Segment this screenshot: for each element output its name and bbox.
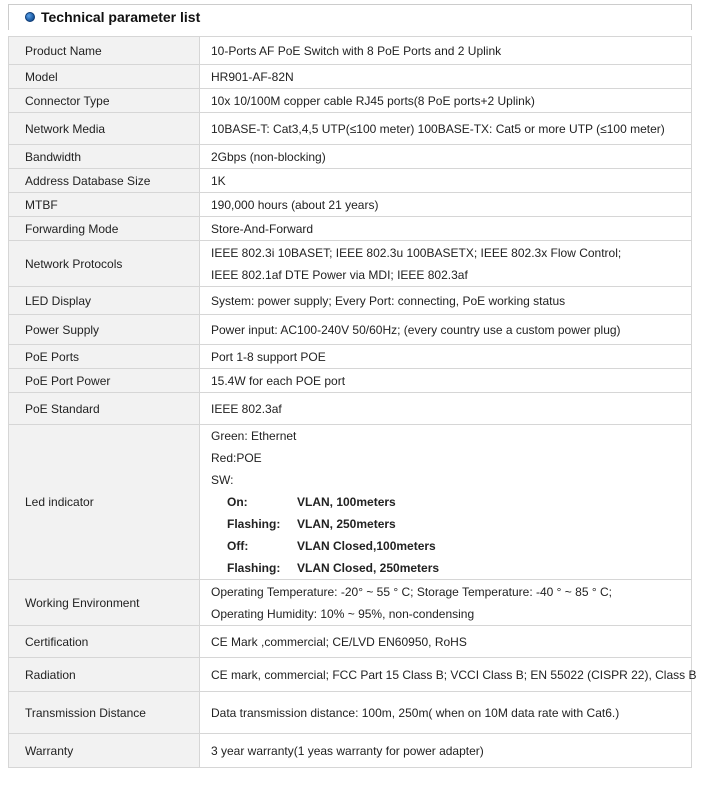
param-label: Model [9,65,200,89]
param-label: PoE Standard [9,393,200,425]
value-line: System: power supply; Every Port: connecting, PoE working status [211,293,566,308]
value-line: IEEE 802.1af DTE Power via MDI; IEEE 802.3af [211,267,468,282]
bullet-icon [25,12,35,22]
param-label: Transmission Distance [9,692,200,734]
param-value [200,626,692,658]
value-line: IEEE 802.3i 10BASET; IEEE 802.3u 100BASETX; IEEE 802.3x Flow Control; [211,245,622,260]
sw-mode-key: Off: [227,539,249,553]
value-line: Store-And-Forward [211,221,314,236]
table-row [9,217,692,241]
param-label: Network Protocols [9,241,200,287]
sw-mode-value: VLAN Closed, 250meters [297,561,440,575]
param-label: Power Supply [9,315,200,345]
param-label: MTBF [9,193,200,217]
param-label: Address Database Size [9,169,200,193]
param-value [200,287,692,315]
sw-mode-value: VLAN, 250meters [297,517,396,531]
value-line: 3 year warranty(1 yeas warranty for power adapter) [211,743,484,758]
value-line: 10-Ports AF PoE Switch with 8 PoE Ports and 2 Uplink [211,43,502,58]
param-value [200,65,692,89]
param-value [200,393,692,425]
value-line: SW: [211,473,234,487]
param-label: Network Media [9,113,200,145]
value-line: HR901-AF-82N [211,69,294,84]
param-label: Radiation [9,658,200,692]
section-title: Technical parameter list [41,9,201,25]
table-row [9,241,692,287]
sw-mode-value: VLAN Closed,100meters [297,539,436,553]
sw-mode-row [211,491,691,513]
value-line: 1K [211,173,226,188]
value-line: Red:POE [211,451,262,465]
param-value [200,658,697,692]
value-line: CE mark, commercial; FCC Part 15 Class B; VCCI Class B; EN 55022 (CISPR 22), Class B [211,667,697,682]
table-row [9,145,692,169]
param-value [200,369,692,393]
param-value [200,217,692,241]
sw-mode-row [211,513,691,535]
table-row [9,169,692,193]
table-row [9,734,692,768]
table-row [9,393,692,425]
table-row [9,580,692,626]
table-row [9,692,692,734]
param-value [200,425,692,580]
value-line: 190,000 hours (about 21 years) [211,197,379,212]
param-label: Certification [9,626,200,658]
param-value [200,734,692,768]
sw-mode-value: VLAN, 100meters [297,495,396,509]
value-line: Operating Temperature: -20° ~ 55 ° C; Storage Temperature: -40 ° ~ 85 ° C; [211,584,612,599]
table-row [9,65,692,89]
param-label: Connector Type [9,89,200,113]
param-value [200,315,692,345]
param-value [200,580,692,626]
param-label: Forwarding Mode [9,217,200,241]
param-label: LED Display [9,287,200,315]
param-label: Product Name [9,37,200,65]
sw-mode-key: Flashing: [227,517,281,531]
param-label: Working Environment [9,580,200,626]
param-value [200,37,692,65]
sw-mode-key: Flashing: [227,561,281,575]
param-value [200,169,692,193]
table-row [9,113,692,145]
value-line: Data transmission distance: 100m, 250m( when on 10M data rate with Cat6.) [211,705,620,720]
table-row [9,345,692,369]
param-value [200,345,692,369]
value-line: 15.4W for each POE port [211,373,346,388]
section-header [8,4,692,30]
table-row [9,193,692,217]
table-row [9,626,692,658]
table-row [9,37,692,65]
parameter-table [8,36,697,768]
value-line: 10BASE-T: Cat3,4,5 UTP(≤100 meter) 100BASE-TX: Cat5 or more UTP (≤100 meter) [211,121,665,136]
value-line: IEEE 802.3af [211,401,282,416]
param-value [200,241,692,287]
table-row [9,287,692,315]
param-value [200,692,692,734]
value-line: 10x 10/100M copper cable RJ45 ports(8 PoE ports+2 Uplink) [211,93,535,108]
table-row [9,425,692,580]
value-line: CE Mark ,commercial; CE/LVD EN60950, RoHS [211,634,467,649]
sw-mode-key: On: [227,495,248,509]
table-row [9,89,692,113]
param-value [200,145,692,169]
param-value [200,113,692,145]
value-line: 2Gbps (non-blocking) [211,149,326,164]
value-line: Operating Humidity: 10% ~ 95%, non-condensing [211,606,475,621]
param-label: Led indicator [9,425,200,580]
param-label: PoE Ports [9,345,200,369]
sw-mode-row [211,535,691,557]
param-value [200,193,692,217]
value-line: Port 1-8 support POE [211,349,326,364]
table-row [9,315,692,345]
param-value [200,89,692,113]
param-label: Warranty [9,734,200,768]
table-row [9,369,692,393]
value-line: Green: Ethernet [211,429,297,443]
param-label: PoE Port Power [9,369,200,393]
value-line: Power input: AC100-240V 50/60Hz; (every country use a custom power plug) [211,322,621,337]
sw-mode-row [211,557,691,579]
param-label: Bandwidth [9,145,200,169]
table-row [9,658,692,692]
